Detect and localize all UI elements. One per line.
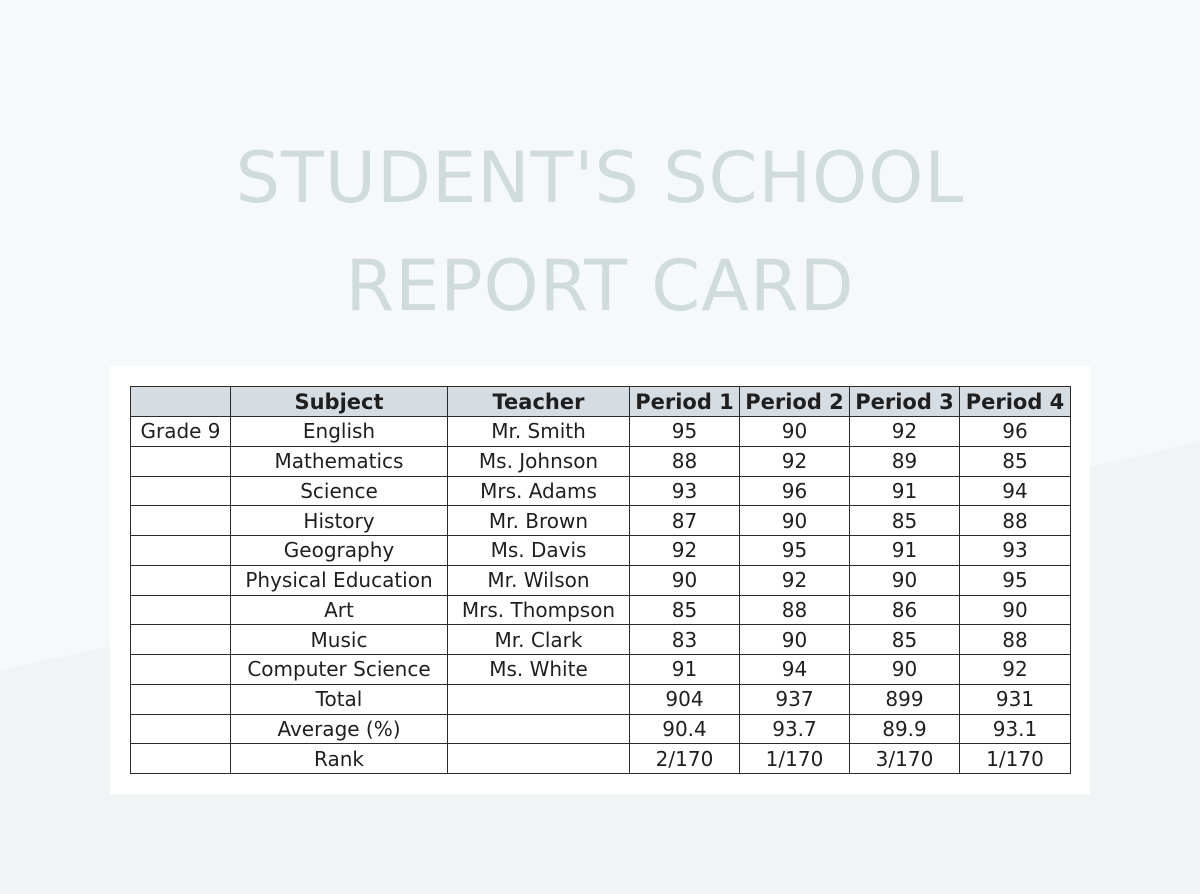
cell-period-1: 83 <box>630 625 740 655</box>
table-row <box>131 655 1071 685</box>
cell-period-4: 95 <box>960 565 1071 595</box>
cell-period-3: 899 <box>850 684 960 714</box>
table-row <box>131 446 1071 476</box>
cell-grade <box>131 744 231 774</box>
cell-period-1: 90 <box>630 565 740 595</box>
cell-grade: Grade 9 <box>131 417 231 447</box>
cell-period-1: 91 <box>630 655 740 685</box>
header-cell-subject: Subject <box>231 387 448 417</box>
cell-teacher <box>448 744 630 774</box>
cell-period-1: 88 <box>630 446 740 476</box>
cell-period-1: 85 <box>630 595 740 625</box>
header-cell-grade <box>131 387 231 417</box>
cell-grade <box>131 476 231 506</box>
cell-period-2: 93.7 <box>740 714 850 744</box>
cell-subject: English <box>231 417 448 447</box>
cell-period-4: 88 <box>960 506 1071 536</box>
cell-subject: Science <box>231 476 448 506</box>
cell-period-1: 92 <box>630 536 740 566</box>
cell-period-1: 90.4 <box>630 714 740 744</box>
table-row <box>131 744 1071 774</box>
cell-subject: Geography <box>231 536 448 566</box>
report-card-panel <box>110 366 1090 794</box>
cell-period-1: 2/170 <box>630 744 740 774</box>
cell-period-3: 85 <box>850 625 960 655</box>
cell-subject: Rank <box>231 744 448 774</box>
table-row <box>131 714 1071 744</box>
cell-period-2: 95 <box>740 536 850 566</box>
cell-period-4: 1/170 <box>960 744 1071 774</box>
table-row <box>131 625 1071 655</box>
cell-period-3: 89.9 <box>850 714 960 744</box>
report-table-body <box>131 417 1071 774</box>
cell-period-2: 92 <box>740 446 850 476</box>
cell-teacher <box>448 684 630 714</box>
cell-period-3: 90 <box>850 655 960 685</box>
cell-period-1: 95 <box>630 417 740 447</box>
cell-period-2: 90 <box>740 625 850 655</box>
cell-period-3: 85 <box>850 506 960 536</box>
cell-period-4: 96 <box>960 417 1071 447</box>
title-line-1: STUDENT'S SCHOOL <box>235 137 965 219</box>
cell-teacher: Mr. Brown <box>448 506 630 536</box>
cell-period-2: 90 <box>740 417 850 447</box>
cell-period-2: 90 <box>740 506 850 536</box>
cell-period-3: 90 <box>850 565 960 595</box>
cell-grade <box>131 536 231 566</box>
cell-period-4: 92 <box>960 655 1071 685</box>
page-title <box>0 124 1200 340</box>
cell-teacher: Ms. Davis <box>448 536 630 566</box>
cell-teacher: Mr. Smith <box>448 417 630 447</box>
cell-grade <box>131 684 231 714</box>
cell-grade <box>131 506 231 536</box>
header-cell-period-3: Period 3 <box>850 387 960 417</box>
cell-period-1: 93 <box>630 476 740 506</box>
cell-subject: Physical Education <box>231 565 448 595</box>
cell-period-4: 88 <box>960 625 1071 655</box>
cell-grade <box>131 595 231 625</box>
cell-period-2: 92 <box>740 565 850 595</box>
cell-period-4: 90 <box>960 595 1071 625</box>
cell-subject: Computer Science <box>231 655 448 685</box>
header-row <box>131 387 1071 417</box>
cell-grade <box>131 655 231 685</box>
header-cell-period-4: Period 4 <box>960 387 1071 417</box>
cell-teacher: Mr. Wilson <box>448 565 630 595</box>
cell-period-3: 92 <box>850 417 960 447</box>
cell-period-4: 931 <box>960 684 1071 714</box>
table-row <box>131 684 1071 714</box>
cell-period-2: 96 <box>740 476 850 506</box>
cell-period-4: 94 <box>960 476 1071 506</box>
cell-teacher: Ms. White <box>448 655 630 685</box>
cell-period-1: 904 <box>630 684 740 714</box>
report-table <box>130 386 1071 774</box>
cell-period-2: 94 <box>740 655 850 685</box>
table-row <box>131 506 1071 536</box>
cell-period-4: 93.1 <box>960 714 1071 744</box>
cell-subject: Mathematics <box>231 446 448 476</box>
cell-period-3: 3/170 <box>850 744 960 774</box>
cell-period-4: 93 <box>960 536 1071 566</box>
cell-grade <box>131 714 231 744</box>
cell-teacher <box>448 714 630 744</box>
cell-period-3: 91 <box>850 536 960 566</box>
cell-period-2: 88 <box>740 595 850 625</box>
cell-subject: Art <box>231 595 448 625</box>
cell-teacher: Mrs. Adams <box>448 476 630 506</box>
table-row <box>131 476 1071 506</box>
cell-period-3: 91 <box>850 476 960 506</box>
cell-grade <box>131 625 231 655</box>
cell-teacher: Ms. Johnson <box>448 446 630 476</box>
cell-subject: Music <box>231 625 448 655</box>
table-row <box>131 565 1071 595</box>
cell-period-3: 89 <box>850 446 960 476</box>
cell-teacher: Mrs. Thompson <box>448 595 630 625</box>
cell-period-2: 1/170 <box>740 744 850 774</box>
cell-period-1: 87 <box>630 506 740 536</box>
cell-subject: History <box>231 506 448 536</box>
header-cell-period-2: Period 2 <box>740 387 850 417</box>
table-row <box>131 595 1071 625</box>
title-line-2: REPORT CARD <box>345 245 855 327</box>
table-row <box>131 536 1071 566</box>
table-row <box>131 417 1071 447</box>
cell-period-3: 86 <box>850 595 960 625</box>
cell-subject: Total <box>231 684 448 714</box>
cell-period-2: 937 <box>740 684 850 714</box>
cell-subject: Average (%) <box>231 714 448 744</box>
cell-grade <box>131 446 231 476</box>
cell-teacher: Mr. Clark <box>448 625 630 655</box>
header-cell-period-1: Period 1 <box>630 387 740 417</box>
cell-grade <box>131 565 231 595</box>
header-cell-teacher: Teacher <box>448 387 630 417</box>
cell-period-4: 85 <box>960 446 1071 476</box>
